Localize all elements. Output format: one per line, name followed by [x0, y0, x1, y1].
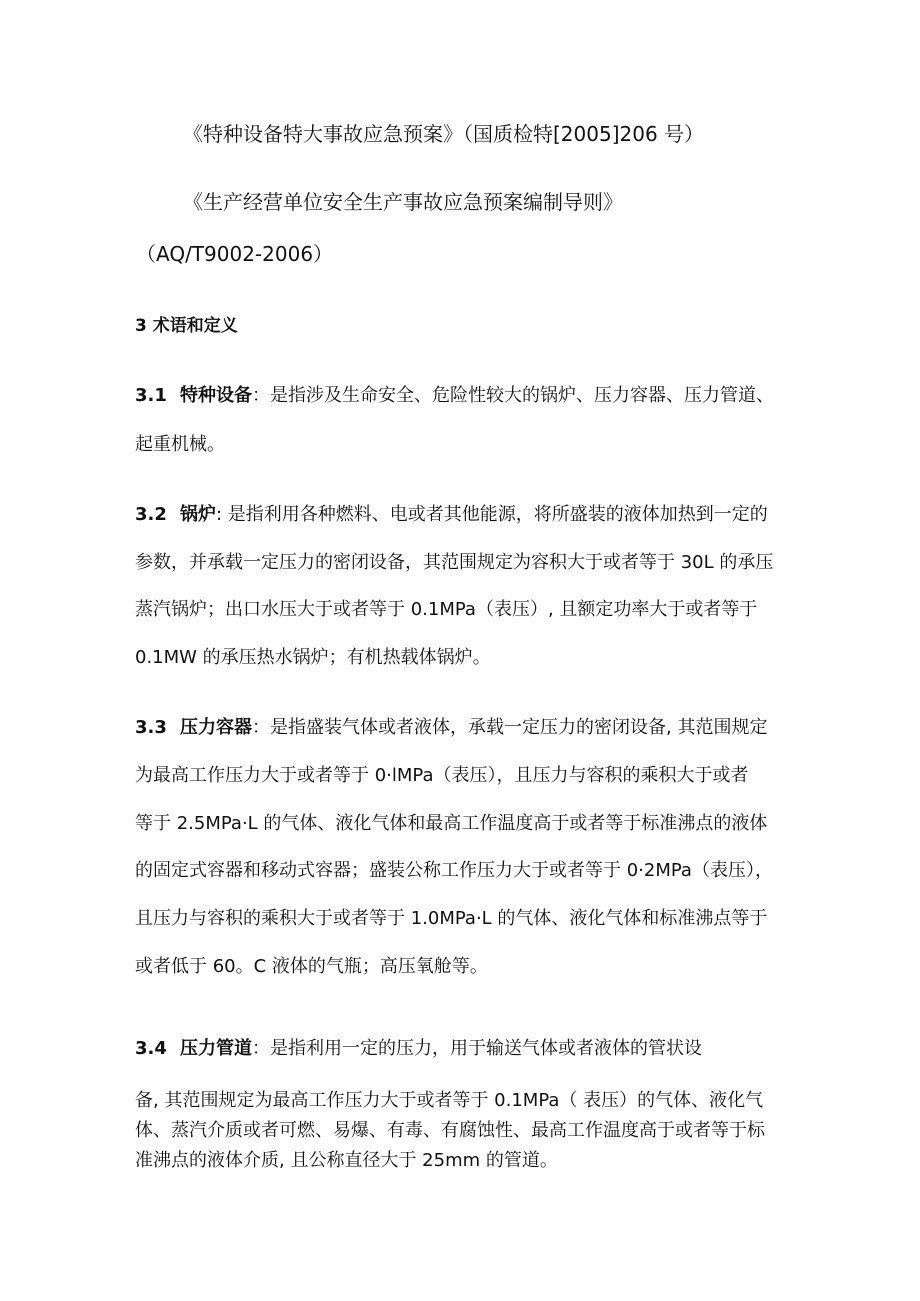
definition-number: 3.1	[135, 385, 167, 406]
definition-number: 3.4	[135, 1038, 167, 1059]
definition-text: 准沸点的液体介质, 且公称直径大于 25mm 的管道。	[135, 1150, 558, 1171]
definition-text: ：是指涉及生命安全、危险性较大的锅炉、压力容器、压力管道、	[252, 385, 774, 406]
definition-number: 3.2	[135, 504, 167, 525]
definition-term: 压力容器	[180, 717, 252, 738]
definition-text: 备, 其范围规定为最高工作压力大于或者等于 0.1MPa（ 表压）的气体、液化气	[135, 1090, 764, 1111]
definition-text: 体、蒸汽介质或者可燃、易爆、有毒、有腐蚀性、最高工作温度高于或者等于标	[135, 1120, 765, 1141]
definition-term: 压力管道	[180, 1038, 252, 1059]
definition-text: 起重机械。	[135, 434, 225, 455]
definition-text: ：是指盛装气体或者液体，承载一定压力的密闭设备, 其范围规定	[252, 717, 768, 738]
section-heading: 3 术语和定义	[135, 316, 238, 336]
reference-line: 《生产经营单位安全生产事故应急预案编制导则》	[183, 190, 623, 214]
reference-line: 《特种设备特大事故应急预案》（国质检特[2005]206 号）	[183, 122, 705, 146]
definition-text: 等于 2.5MPa·L 的气体、液化气体和最高工作温度高于或者等于标准沸点的液体	[135, 813, 768, 834]
definition-text: 的固定式容器和移动式容器；盛装公称工作压力大于或者等于 0·2MPa（表压），	[135, 860, 773, 881]
definition-text: 为最高工作压力大于或者等于 0·lMPa（表压），且压力与容积的乘积大于或者	[135, 765, 749, 786]
definition-text: 或者低于 60。C 液体的气瓶；高压氧舱等。	[135, 956, 488, 977]
definition-text: ：是指利用一定的压力，用于输送气体或者液体的管状设	[252, 1038, 702, 1059]
reference-line: （AQ/T9002-2006）	[136, 242, 334, 266]
definition-text: 蒸汽锅炉；出口水压大于或者等于 0.1MPa（表压）, 且额定功率大于或者等于	[135, 599, 758, 620]
definition-item	[135, 384, 774, 408]
definition-term: 特种设备	[180, 385, 252, 406]
definition-text: 且压力与容积的乘积大于或者等于 1.0MPa·L 的气体、液化气体和标准沸点等于	[135, 908, 768, 929]
definition-text: : 是指利用各种燃料、电或者其他能源，将所盛装的液体加热到一定的	[216, 504, 768, 525]
definition-term: 锅炉	[180, 504, 216, 525]
definition-item	[135, 503, 768, 527]
definition-item	[135, 1037, 702, 1061]
definition-text: 0.1MW 的承压热水锅炉；有机热载体锅炉。	[135, 647, 491, 668]
definition-number: 3.3	[135, 717, 167, 738]
definition-item	[135, 716, 767, 740]
definition-text: 参数，并承载一定压力的密闭设备，其范围规定为容积大于或者等于 30L 的承压	[135, 552, 774, 573]
